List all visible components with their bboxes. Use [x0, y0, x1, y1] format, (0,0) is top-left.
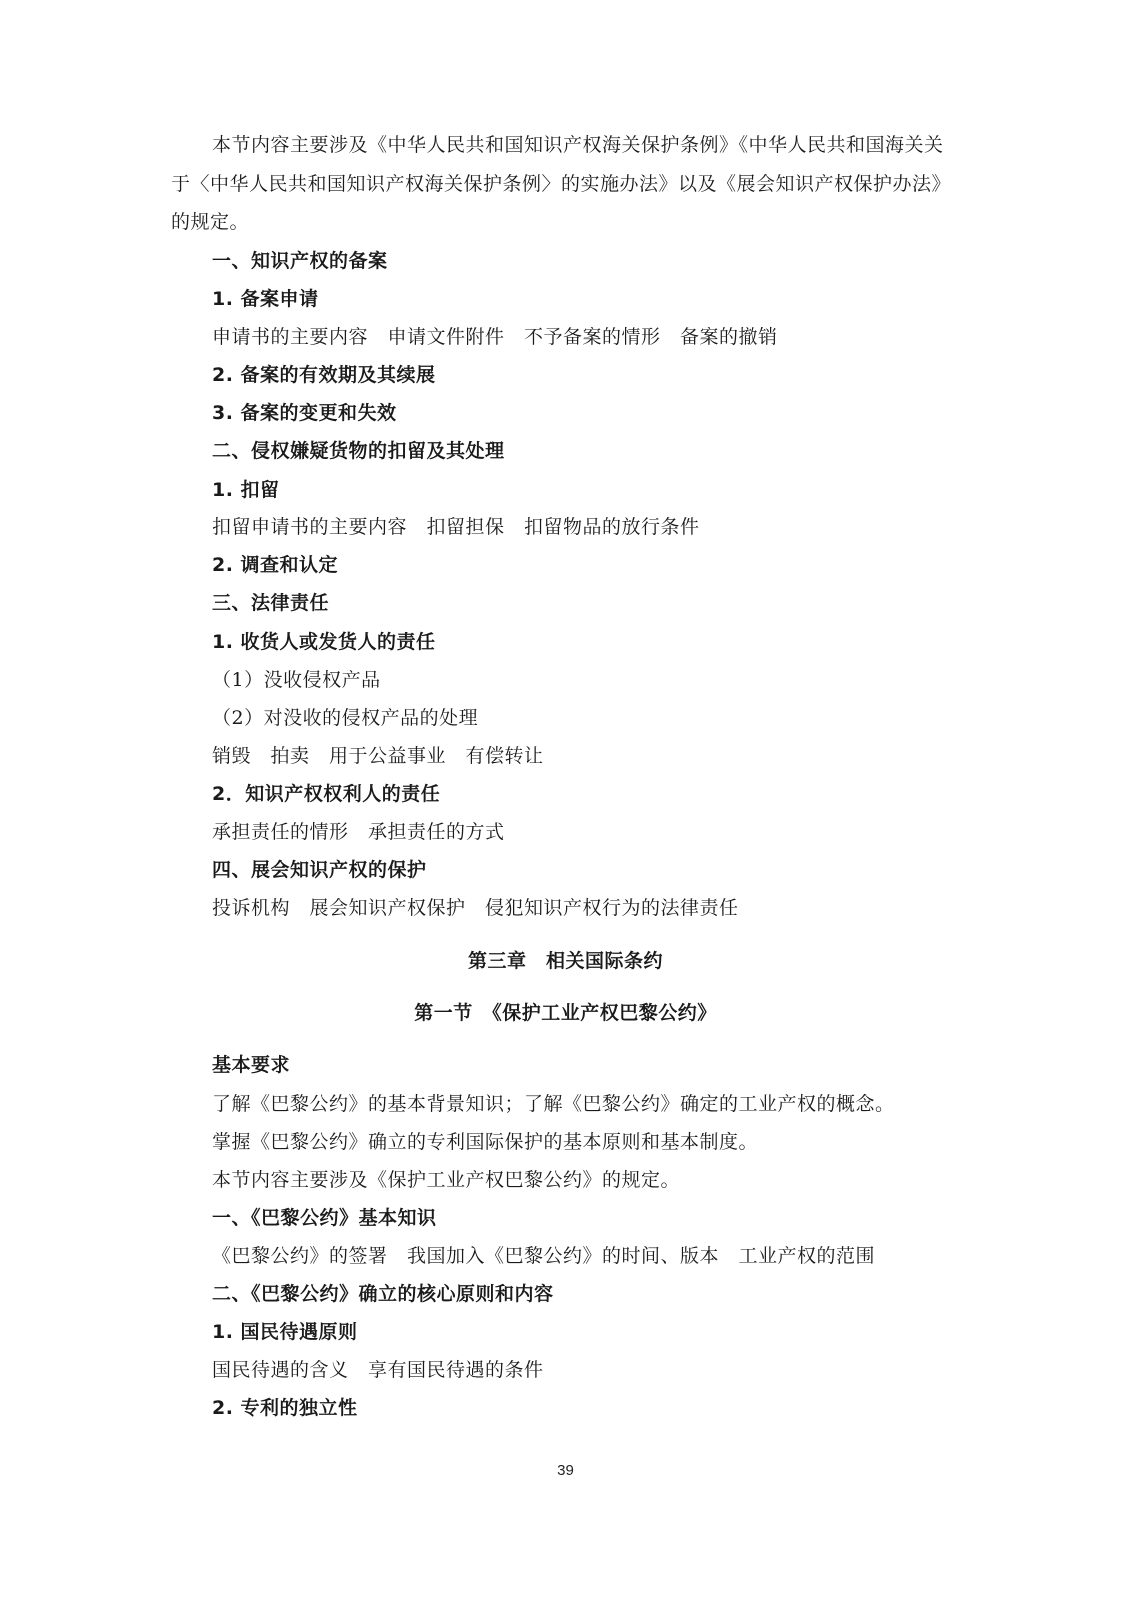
- section-heading: 一、《巴黎公约》基本知识: [212, 1207, 437, 1229]
- intro-paragraph-line: 的规定。: [171, 211, 250, 233]
- subsection-heading: 2. 调查和认定: [212, 554, 339, 576]
- requirements-line: 了解《巴黎公约》的基本背景知识；了解《巴黎公约》确定的工业产权的概念。: [212, 1093, 895, 1115]
- numbered-item: （1）没收侵权产品: [212, 669, 381, 691]
- intro-paragraph-line: 于〈中华人民共和国知识产权海关保护条例〉的实施办法》以及《展会知识产权保护办法》: [171, 173, 952, 195]
- chapter-title: 第三章 相关国际条约: [467, 950, 663, 972]
- subsection-heading: 1. 国民待遇原则: [212, 1321, 358, 1343]
- section-heading: 四、展会知识产权的保护: [212, 859, 427, 881]
- page-number: 39: [557, 1462, 574, 1479]
- topic-list: 承担责任的情形 承担责任的方式: [212, 821, 505, 843]
- requirements-heading: 基本要求: [212, 1054, 291, 1076]
- subsection-heading: 1. 收货人或发货人的责任: [212, 631, 436, 653]
- subsection-heading: 3. 备案的变更和失效: [212, 402, 397, 424]
- section-heading: 二、侵权嫌疑货物的扣留及其处理: [212, 440, 505, 462]
- subsection-heading: 2．知识产权权利人的责任: [212, 783, 441, 805]
- subsection-heading: 1. 备案申请: [212, 288, 319, 310]
- section-heading: 二、《巴黎公约》确立的核心原则和内容: [212, 1283, 554, 1305]
- topic-list: 销毁 拍卖 用于公益事业 有偿转让: [212, 745, 544, 767]
- subsection-heading: 1. 扣留: [212, 479, 280, 501]
- topic-list: 国民待遇的含义 享有国民待遇的条件: [212, 1359, 544, 1381]
- subsection-heading: 2. 专利的独立性: [212, 1397, 358, 1419]
- topic-list: 扣留申请书的主要内容 扣留担保 扣留物品的放行条件: [212, 516, 700, 538]
- section-heading: 三、法律责任: [212, 592, 330, 614]
- intro-paragraph-line: 本节内容主要涉及《中华人民共和国知识产权海关保护条例》《中华人民共和国海关关: [212, 134, 944, 156]
- requirements-line: 掌握《巴黎公约》确立的专利国际保护的基本原则和基本制度。: [212, 1131, 759, 1153]
- topic-list: 投诉机构 展会知识产权保护 侵犯知识产权行为的法律责任: [212, 897, 739, 919]
- topic-list: 申请书的主要内容 申请文件附件 不予备案的情形 备案的撤销: [212, 326, 778, 348]
- section-heading: 一、知识产权的备案: [212, 250, 388, 272]
- numbered-item: （2）对没收的侵权产品的处理: [212, 707, 479, 729]
- requirements-line: 本节内容主要涉及《保护工业产权巴黎公约》的规定。: [212, 1169, 681, 1191]
- subsection-heading: 2. 备案的有效期及其续展: [212, 364, 436, 386]
- topic-list: 《巴黎公约》的签署 我国加入《巴黎公约》的时间、版本 工业产权的范围: [212, 1245, 876, 1267]
- section-title: 第一节 《保护工业产权巴黎公约》: [414, 1002, 717, 1024]
